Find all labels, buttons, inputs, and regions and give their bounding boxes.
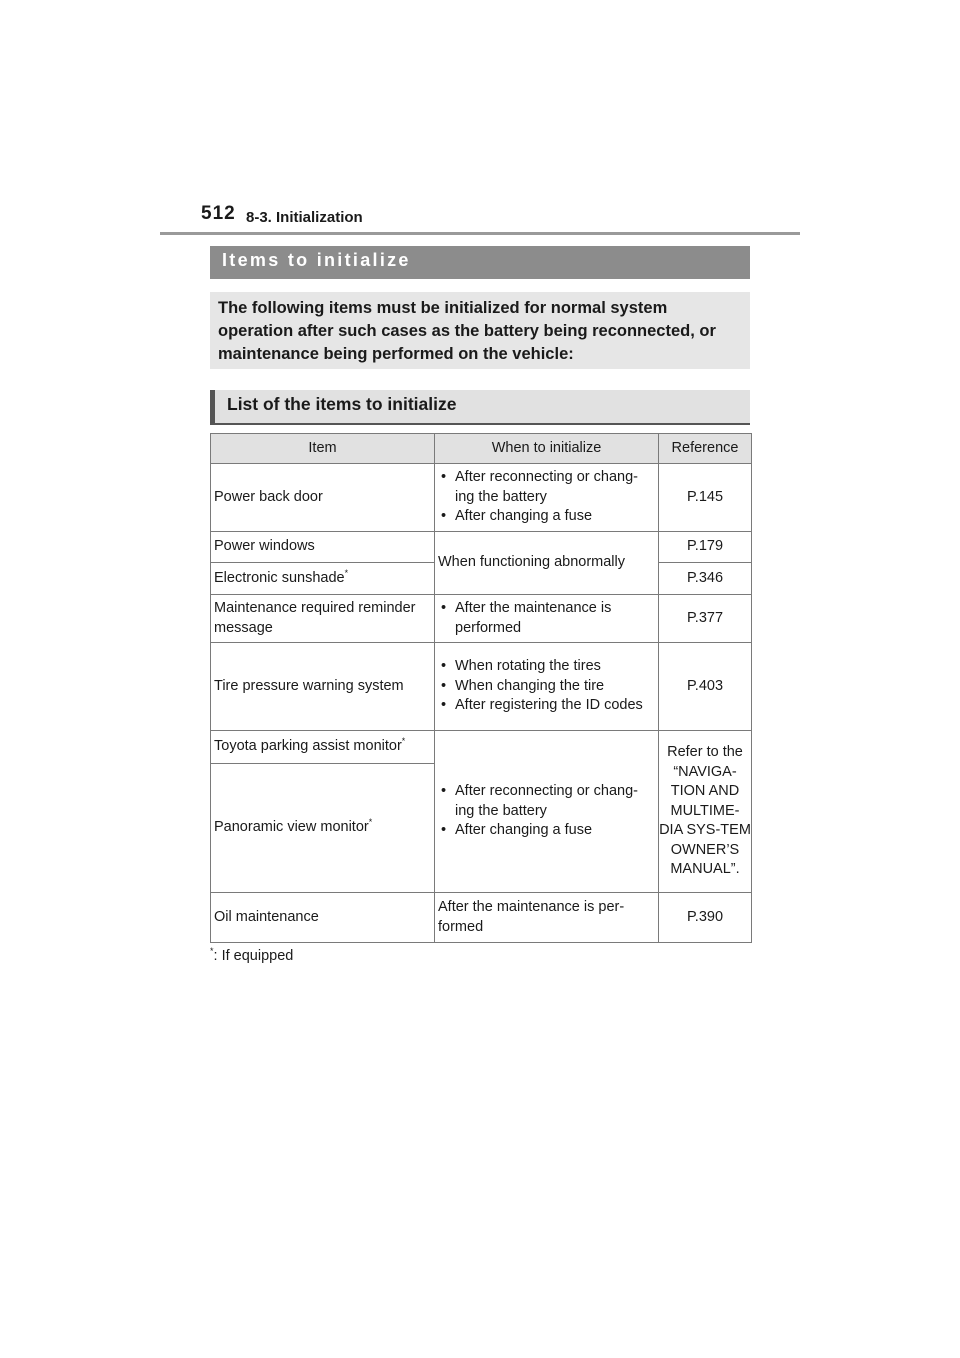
item-cell: Tire pressure warning system: [211, 643, 435, 731]
column-header-when: When to initialize: [435, 434, 659, 464]
item-label: Electronic sunshade: [214, 569, 345, 586]
header-divider: [160, 232, 800, 235]
if-equipped-mark: *: [368, 817, 373, 828]
reference-cell: P.179: [659, 532, 752, 563]
when-cell: After the maintenance is per-formed: [435, 893, 659, 943]
page-number: 512: [201, 203, 236, 224]
condition-item: • After changing a fuse: [438, 821, 655, 841]
table-row: [211, 595, 752, 643]
reference-cell: P.145: [659, 464, 752, 532]
section-title: 8-3. Initialization: [246, 209, 363, 226]
intro-text: The following items must be initialized for normal system operation after such cases as the battery being reconnected, or maintenance being performed on the vehicle:: [210, 292, 750, 369]
item-cell: [211, 563, 435, 595]
item-cell: [211, 731, 435, 764]
if-equipped-mark: *: [401, 736, 406, 747]
item-cell: Power windows: [211, 532, 435, 563]
column-header-reference: Reference: [659, 434, 752, 464]
reference-cell: P.403: [659, 643, 752, 731]
condition-item: • After registering the ID codes: [438, 696, 655, 716]
initialization-table: [210, 433, 752, 943]
when-cell: [435, 731, 659, 893]
condition-item: • After the maintenance is performed: [438, 599, 655, 638]
table-row: [211, 643, 752, 731]
when-cell: [435, 643, 659, 731]
page-heading: Items to initialize: [210, 246, 750, 279]
condition-item: • After reconnecting or chang-ing the battery: [438, 782, 655, 821]
footnote: [210, 946, 293, 964]
footnote-mark: *: [210, 946, 214, 956]
item-label: Panoramic view monitor: [214, 819, 369, 836]
reference-cell: P.377: [659, 595, 752, 643]
reference-cell: P.390: [659, 893, 752, 943]
reference-cell: P.346: [659, 563, 752, 595]
if-equipped-mark: *: [344, 567, 349, 578]
when-cell: [435, 464, 659, 532]
condition-item: • When rotating the tires: [438, 657, 655, 677]
list-subheading: List of the items to initialize: [210, 390, 750, 423]
reference-cell: Refer to the “NAVIGA-TION AND MULTIME-DIA SYS-TEM OWNER’S MANUAL”.: [659, 731, 752, 893]
table-row: [211, 532, 752, 563]
item-cell: Oil maintenance: [211, 893, 435, 943]
item-cell: [211, 764, 435, 893]
table-row: [211, 464, 752, 532]
item-cell: Power back door: [211, 464, 435, 532]
footnote-text: : If equipped: [213, 947, 294, 964]
condition-item: • After changing a fuse: [438, 507, 655, 527]
table-row: [211, 893, 752, 943]
when-cell: When functioning abnormally: [435, 532, 659, 595]
item-cell: Maintenance required reminder message: [211, 595, 435, 643]
condition-item: • When changing the tire: [438, 677, 655, 697]
item-label: Toyota parking assist monitor: [214, 738, 402, 755]
subheading-divider: [210, 423, 750, 425]
column-header-item: Item: [211, 434, 435, 464]
table-row: [211, 731, 752, 764]
when-cell: [435, 595, 659, 643]
table-header-row: [211, 434, 752, 464]
condition-item: • After reconnecting or chang-ing the battery: [438, 468, 655, 507]
